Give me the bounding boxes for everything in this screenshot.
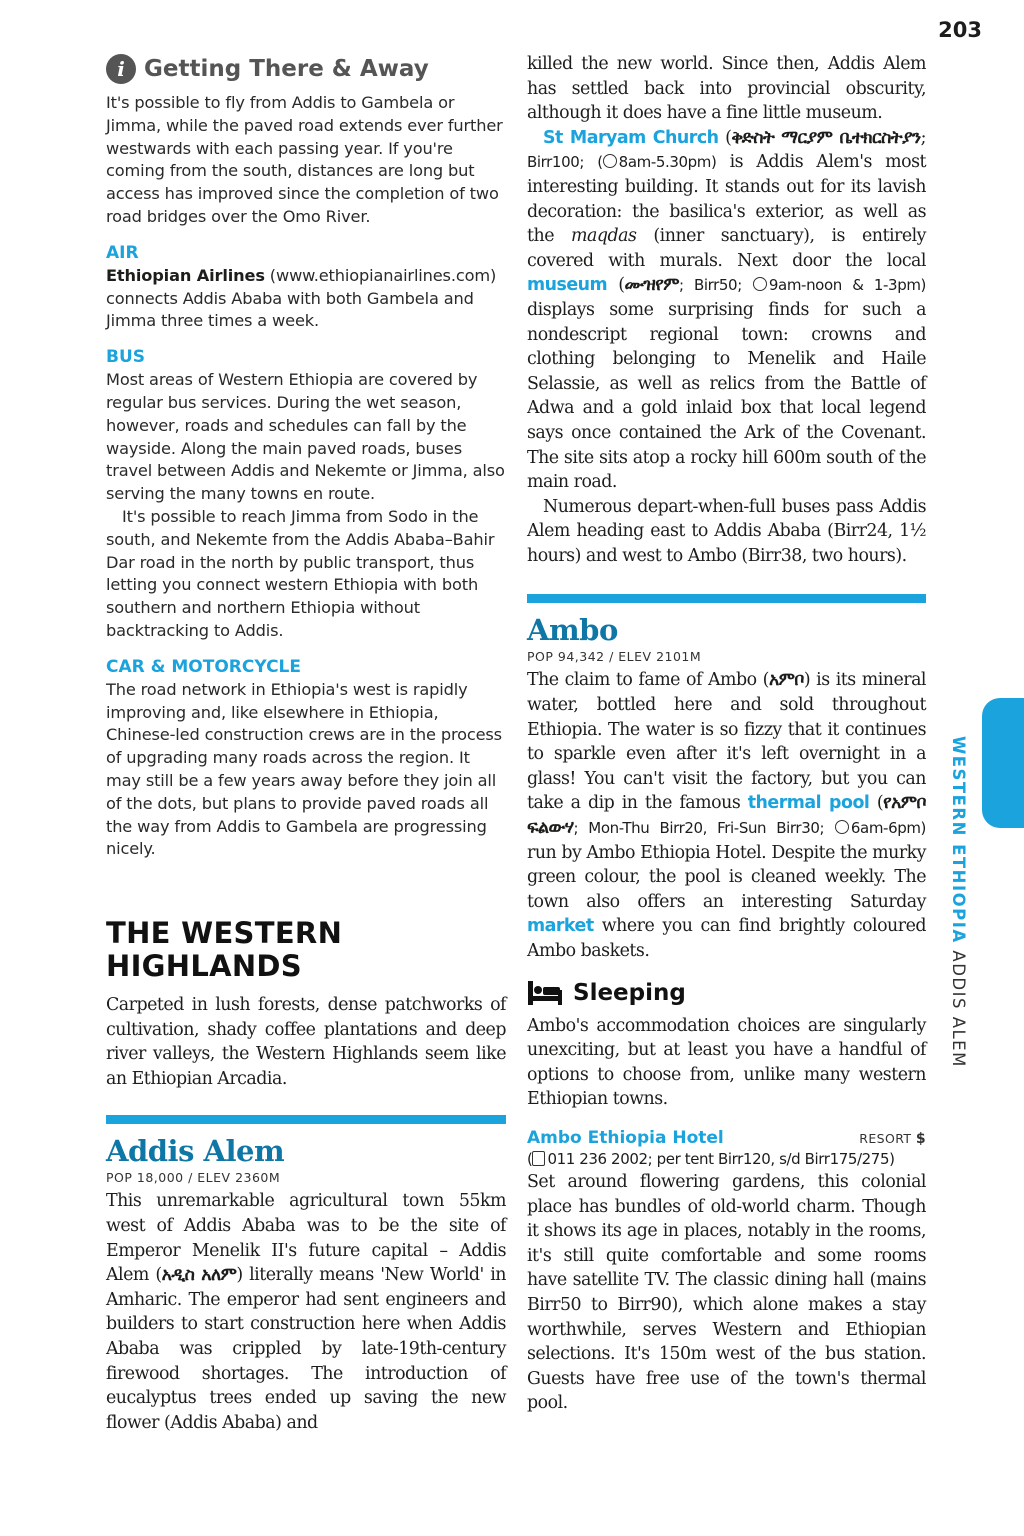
region-title	[106, 917, 506, 983]
pool-amharic: የአምቦ ፍልውሃ	[527, 793, 926, 839]
hotel-details: ( 011 236 2002; per tent Birr120, s/d Birr175/275)	[527, 1149, 895, 1168]
bus-heading: BUS	[106, 347, 146, 368]
church-text-c: displays some surprising finds for such a nondescript regional town: crowns and clothing belonging to Menelik and Haile Selassie, as well as relics from the Battle of Adwa and a gold inlaid box that local legend says once contained the Ark of the Covenant. The site sits atop a rocky hill 600m south of the main road.	[527, 299, 926, 493]
ambo-ethiopia-hotel-link[interactable]: Ambo Ethiopia Hotel	[527, 1127, 724, 1148]
side-region: WESTERN ETHIOPIA	[949, 736, 968, 944]
addis-alem-text	[106, 1189, 506, 1435]
museum-link[interactable]: museum	[527, 275, 608, 296]
page-number: 203	[938, 18, 982, 42]
pool-hours-wrap: 6am-6pm)	[835, 819, 926, 837]
addis-alem-continued: killed the new world. Since then, Addis Alem has settled back into provincial obscurity, although it does have a fine little museum.	[527, 54, 926, 124]
addis-alem-amharic: አዲስ አለም	[161, 1265, 237, 1286]
church-hours: 8am-5.30pm	[618, 153, 711, 172]
museum-amharic: ሙዝየም	[624, 275, 679, 296]
car-text: The road network in Ethiopia's west is rapidly improving and, like elsewhere in Ethiopia, Chinese-led construction crews are in the process of upgrading many roads across the region. It may still be a few years away before they join all of the dots, but plans to provide paved roads all the way from Addis to Gambela are progressing nicely.	[106, 679, 502, 859]
side-running-head	[949, 736, 968, 1068]
church-amharic: ቅድስት ማርያም ቤተክርስትያን	[731, 127, 921, 148]
addis-alem-pop-elev: POP 18,000 / ELEV 2360M	[106, 1170, 281, 1186]
car-heading: CAR & MOTORCYCLE	[106, 656, 301, 677]
st-maryam-church-link[interactable]: St Maryam Church	[543, 127, 719, 148]
ambo-text: The claim to fame of Ambo (አምቦ) is its mineral water, bottled here and sold throughout Ethiopia. The water is so fizzy that it continues to sparkle even after it's left overnight in a glass! You can't visit the factory, but you can take a dip in the famous thermal pool (የአምቦ ፍልውሃ; Mon-Thu Birr20, Fri-Sun Birr30; 6am-6pm) run by Ambo Ethiopia Hotel. Despite the murky green colour, the pool is cleaned weekly. The town also offers an interesting Saturday market where you can find brightly coloured Ambo baskets.	[527, 670, 926, 961]
left-column	[106, 48, 506, 1435]
bed-icon	[527, 980, 563, 1006]
church-text-a: is Addis Alem's most interesting building. It stands out for its lavish decoration: the basilica's exterior, as well as the	[527, 152, 926, 247]
market-link[interactable]: market	[527, 916, 594, 937]
ambo-text-a: The claim to fame of Ambo (	[527, 670, 769, 691]
getting-there-intro: It's possible to fly from Addis to Gambela or Jimma, while the paved road extends ever further westwards with each passing year. If you're coming from the south, distances are long but access has improved since the completion of two road bridges over the Omo River.	[106, 93, 503, 226]
church-paragraph: St Maryam Church (ቅድስት ማርያም ቤተክርስትያን; Birr100; ( 8am-5.30pm) is Addis Alem's most interesting building. It stands out for its lavish decoration: the basilica's exterior, as well as the maqdas (inner sanctuary), is entirely covered with murals. Next door the local museum (ሙዝየም; Birr50; 9am-noon & 1-3pm) displays some surprising finds for such a nondescript regional town: crowns and clothing belonging to Menelik and Haile Selassie, as well as relics from the Battle of Adwa and a gold inlaid box that local legend says once contained the Ark of the Covenant. The site sits atop a rocky hill 600m south of the main road.	[527, 127, 926, 493]
region-title-line-1: THE WESTERN	[106, 916, 343, 951]
sleeping-intro: Ambo's accommodation choices are singularly unexciting, but at least you have a handful of options to choose from, unlike many western Ethiopian towns.	[527, 1015, 926, 1110]
thermal-pool-link[interactable]: thermal pool	[747, 793, 870, 814]
museum-price: ; Birr50;	[678, 276, 742, 295]
hotel-description: Set around flowering gardens, this colonial place has bundles of old-world charm. Though it shows its age in places, notably in the rooms, it's still quite comfortable and some rooms have satellite TV. The classic dining hall (mains Birr50 to Birr90), which alone makes a stay worthwhile, serves Western and Ethiopian selections. It's 150m west of the bus station. Guests have free use of the town's thermal pool.	[527, 1171, 926, 1414]
hotel-type-label: RESORT	[859, 1130, 912, 1146]
ambo-text-d: where you can find brightly coloured Ambo baskets.	[527, 916, 926, 961]
pool-price: ; Mon-Thu Birr20, Fri-Sun Birr30;	[573, 819, 825, 838]
transport-paragraph: Numerous depart-when-full buses pass Addis Alem heading east to Addis Ababa (Birr24, 1½ hours) and west to Ambo (Birr38, two hours).	[527, 496, 926, 566]
church-price: Birr100;	[527, 153, 585, 172]
ambo-pop-elev: POP 94,342 / ELEV 2101M	[527, 649, 702, 665]
hotel-header	[527, 1128, 926, 1148]
hotel-details-text: 011 236 2002; per tent Birr120, s/d Birr175/275	[547, 1149, 890, 1168]
church-text-b: (inner sanctuary), is entirely covered with murals. Next door the local	[527, 226, 926, 271]
bus-paragraph-2: It's possible to reach Jimma from Sodo in the south, and Nekemte from the Addis Ababa–Bahir Dar road in the north by public transport, thus letting you connect western Ethiopia with both southern and northern Ethiopia without backtracking to Addis.	[106, 506, 495, 640]
pool-hours: 6am-6pm	[850, 819, 921, 838]
hotel-price-level: $	[915, 1130, 926, 1147]
sleeping-heading	[527, 980, 926, 1006]
air-details: (www.ethiopianairlines.com) connects Addis Ababa with both Gambela and Jimma three times a week.	[106, 265, 497, 331]
info-icon: i	[106, 54, 136, 84]
ambo-text-c: run by Ambo Ethiopia Hotel. Despite the murky green colour, the pool is cleaned weekly. The town also offers an interesting Saturday	[527, 842, 926, 912]
phone-icon	[532, 1151, 545, 1166]
museum-hours: 9am-noon & 1-3pm	[768, 276, 921, 295]
side-section: ADDIS ALEM	[949, 950, 968, 1068]
museum-hours-wrap: 9am-noon & 1-3pm)	[753, 276, 926, 294]
ambo-amharic: አምቦ	[768, 670, 804, 691]
airline-name: Ethiopian Airlines	[106, 265, 265, 285]
clock-icon	[603, 154, 617, 168]
addis-alem-text-b: ) literally means 'New World' in Amharic. The emperor had sent engineers and builders to start construction here when Addis Ababa was crippled by late-19th-century firewood shortages. The introduction of eucalyptus trees ended up saving the new flower (Addis Ababa) and	[106, 1265, 507, 1433]
right-column	[527, 52, 926, 1416]
church-hours-wrap: ( 8am-5.30pm)	[597, 153, 717, 172]
side-tab[interactable]	[982, 698, 1024, 828]
air-text	[106, 265, 506, 333]
section-divider	[106, 1115, 506, 1124]
clock-icon	[753, 277, 767, 291]
ambo-title: Ambo	[527, 613, 618, 648]
highlands-intro: Carpeted in lush forests, dense patchworks of cultivation, shady coffee plantations and deep river valleys, the Western Highlands seem like an Ethiopian Arcadia.	[106, 995, 506, 1089]
hotel-type	[859, 1131, 926, 1147]
maqdas-term: maqdas	[570, 226, 637, 247]
addis-alem-title: Addis Alem	[106, 1134, 285, 1169]
clock-icon	[835, 820, 849, 834]
sleeping-title: Sleeping	[573, 979, 686, 1006]
addis-alem-text-a: This unremarkable agricultural town 55km west of Addis Ababa was to be the site of Emperor Menelik II's future capital – Addis Alem (	[106, 1191, 506, 1286]
region-title-line-2: HIGHLANDS	[106, 949, 302, 984]
section-divider	[527, 594, 926, 603]
bus-paragraph-1: Most areas of Western Ethiopia are covered by regular bus services. During the wet season, however, roads and schedules can fall by the wayside. Along the main paved roads, buses travel between Addis and Nekemte or Jimma, also serving the many towns en route.	[106, 370, 505, 504]
getting-there-title: Getting There & Away	[144, 56, 429, 82]
air-heading: AIR	[106, 242, 139, 263]
getting-there-heading	[106, 54, 506, 84]
ambo-text-b: ) is its mineral water, bottled here and sold throughout Ethiopia. The water is so fizzy that it continues to sparkle even after it's left overnight in a glass! You can't visit the factory, but you can take a dip in the famous	[527, 670, 926, 814]
